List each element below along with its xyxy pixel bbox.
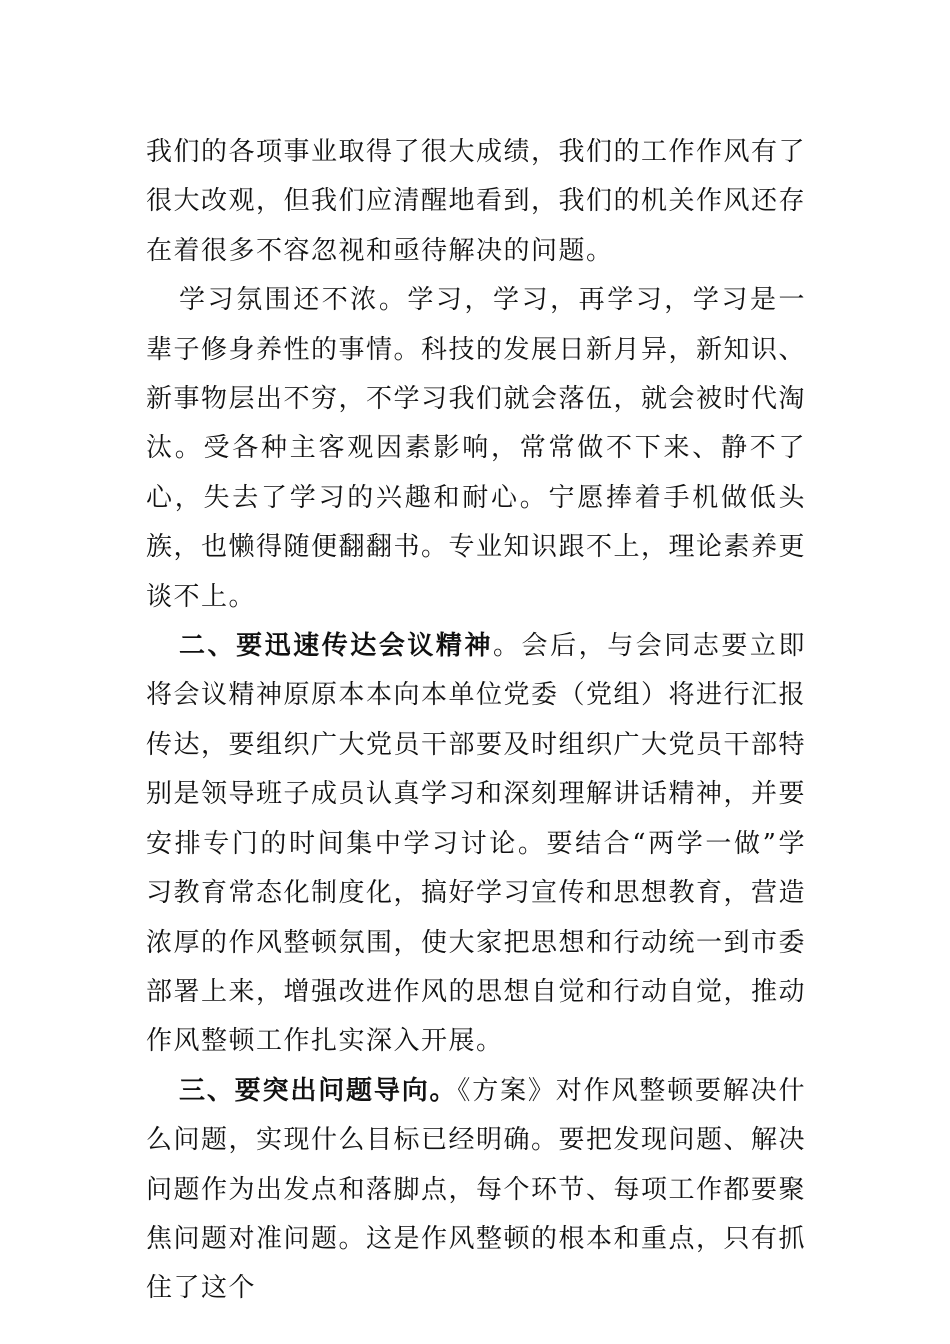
paragraph-1: [146, 128, 806, 276]
paragraph-3-text: 。会后，与会同志要立即将会议精神原原本本向本单位党委（党组）将进行汇报传达，要组织广大党员干部要及时组织广大党员干部特别是领导班子成员认真学习和深刻理解讲话精神，并要安排专门的时间集中学习讨论。要结合“两学一做”学习教育常态化制度化，搞好学习宣传和思想教育，营造浓厚的作风整顿氛围，使大家把思想和行动统一到市委部署上来，增强改进作风的思想自觉和行动自觉，推动作风整顿工作扎实深入开展。: [146, 631, 807, 1057]
paragraph-4-text: 《方案》对作风整顿要解决什么问题，实现什么目标已经明确。要把发现问题、解决问题作为出发点和落脚点，每个环节、每项工作都要聚焦问题对准问题。这是作风整顿的根本和重点，只有抓住了这个: [146, 1075, 807, 1304]
paragraph-4-heading: 三、要突出问题导向。: [179, 1075, 458, 1106]
paragraph-1-text: 我们的各项事业取得了很大成绩，我们的工作作风有了很大改观，但我们应清醒地看到，我们的机关作风还存在着很多不容忽视和亟待解决的问题。: [146, 137, 807, 266]
paragraph-2-text: 学习氛围还不浓。学习，学习，再学习，学习是一辈子修身养性的事情。科技的发展日新月异，新知识、新事物层出不穷，不学习我们就会落伍，就会被时代淘汰。受各种主客观因素影响，常常做不下来、静不了心，失去了学习的兴趣和耐心。宁愿捧着手机做低头族，也懒得随便翻翻书。专业知识跟不上，理论素养更谈不上。: [146, 285, 807, 612]
paragraph-2: [146, 276, 806, 622]
paragraph-3-heading: 二、要迅速传达会议精神: [179, 631, 494, 662]
document-body: [146, 128, 806, 1314]
paragraph-3: [146, 622, 806, 1067]
paragraph-4: [146, 1067, 806, 1314]
